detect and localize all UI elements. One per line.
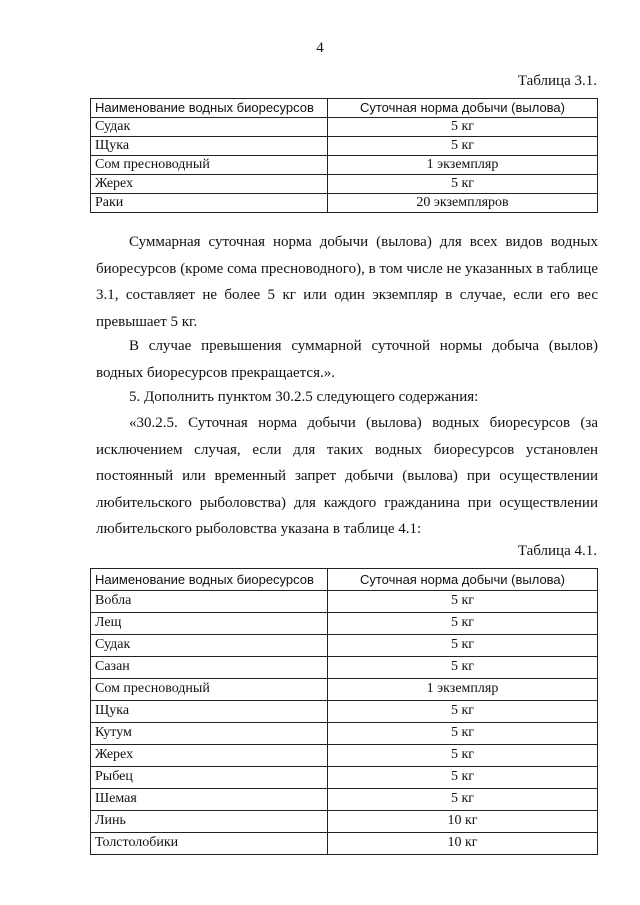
header-cell-name: Наименование водных биоресурсов bbox=[91, 569, 328, 591]
species-cell: Раки bbox=[91, 194, 328, 213]
species-cell: Вобла bbox=[91, 591, 328, 613]
norm-cell: 5 кг bbox=[328, 767, 598, 789]
table-row bbox=[91, 591, 598, 613]
species-cell: Сом пресноводный bbox=[91, 679, 328, 701]
table-row bbox=[91, 811, 598, 833]
norm-cell: 5 кг bbox=[328, 789, 598, 811]
table-row bbox=[91, 789, 598, 811]
table-row bbox=[91, 745, 598, 767]
species-cell: Толстолобики bbox=[91, 833, 328, 855]
species-cell: Жерех bbox=[91, 175, 328, 194]
paragraph-amendment-5: 5. Дополнить пунктом 30.2.5 следующего содержания: bbox=[129, 389, 479, 405]
table-row bbox=[91, 613, 598, 635]
norm-cell: 1 экземпляр bbox=[328, 156, 598, 175]
header-cell-norm: Суточная норма добычи (вылова) bbox=[328, 99, 598, 118]
norm-cell: 5 кг bbox=[328, 591, 598, 613]
catch-norm-table-3-1 bbox=[90, 98, 598, 213]
table-caption-4-1: Таблица 4.1. bbox=[517, 543, 597, 559]
paragraph-total-daily-norm: Суммарная суточная норма добычи (вылова) для всех видов водных биоресурсов (кроме сома пресноводного), в том числе не указанных в таблице 3.1, составляет не более 5 кг или один экземпляр в случае, если его вес превышает 5 кг. bbox=[96, 234, 598, 330]
norm-cell: 5 кг bbox=[328, 723, 598, 745]
table-row bbox=[91, 833, 598, 855]
norm-cell: 10 кг bbox=[328, 833, 598, 855]
table-caption-3-1: Таблица 3.1. bbox=[517, 73, 597, 89]
species-cell: Сазан bbox=[91, 657, 328, 679]
norm-cell: 1 экземпляр bbox=[328, 679, 598, 701]
table-row bbox=[91, 635, 598, 657]
species-cell: Щука bbox=[91, 137, 328, 156]
species-cell: Жерех bbox=[91, 745, 328, 767]
norm-cell: 10 кг bbox=[328, 811, 598, 833]
norm-cell: 5 кг bbox=[328, 745, 598, 767]
species-cell: Судак bbox=[91, 118, 328, 137]
norm-cell: 5 кг bbox=[328, 613, 598, 635]
species-cell: Кутум bbox=[91, 723, 328, 745]
norm-cell: 5 кг bbox=[328, 635, 598, 657]
species-cell: Лещ bbox=[91, 613, 328, 635]
table-row bbox=[91, 137, 598, 156]
header-cell-name: Наименование водных биоресурсов bbox=[91, 99, 328, 118]
table-row bbox=[91, 657, 598, 679]
table-row bbox=[91, 118, 598, 137]
species-cell: Шемая bbox=[91, 789, 328, 811]
table-row bbox=[91, 194, 598, 213]
page-number: 4 bbox=[316, 40, 324, 56]
table-row bbox=[91, 701, 598, 723]
norm-cell: 5 кг bbox=[328, 657, 598, 679]
paragraph-excess-norm: В случае превышения суммарной суточной нормы добыча (вылов) водных биоресурсов прекращается.». bbox=[96, 338, 598, 381]
paragraph-clause-30-2-5: «30.2.5. Суточная норма добычи (вылова) водных биоресурсов (за исключением случая, если для таких водных биоресурсов установлен постоянный или временный запрет добычи (вылова) при осуществлении любительского рыболовства) для каждого гражданина при осуществлении любительского рыболовства указана в таблице 4.1: bbox=[96, 415, 598, 537]
header-cell-norm: Суточная норма добычи (вылова) bbox=[328, 569, 598, 591]
species-cell: Судак bbox=[91, 635, 328, 657]
table-header-row bbox=[91, 99, 598, 118]
table-row bbox=[91, 175, 598, 194]
species-cell: Рыбец bbox=[91, 767, 328, 789]
norm-cell: 20 экземпляров bbox=[328, 194, 598, 213]
species-cell: Сом пресноводный bbox=[91, 156, 328, 175]
table-row bbox=[91, 679, 598, 701]
species-cell: Линь bbox=[91, 811, 328, 833]
norm-cell: 5 кг bbox=[328, 137, 598, 156]
species-cell: Щука bbox=[91, 701, 328, 723]
norm-cell: 5 кг bbox=[328, 118, 598, 137]
table-row bbox=[91, 767, 598, 789]
table-header-row bbox=[91, 569, 598, 591]
catch-norm-table-4-1 bbox=[90, 568, 598, 855]
table-row bbox=[91, 156, 598, 175]
norm-cell: 5 кг bbox=[328, 175, 598, 194]
table-row bbox=[91, 723, 598, 745]
norm-cell: 5 кг bbox=[328, 701, 598, 723]
